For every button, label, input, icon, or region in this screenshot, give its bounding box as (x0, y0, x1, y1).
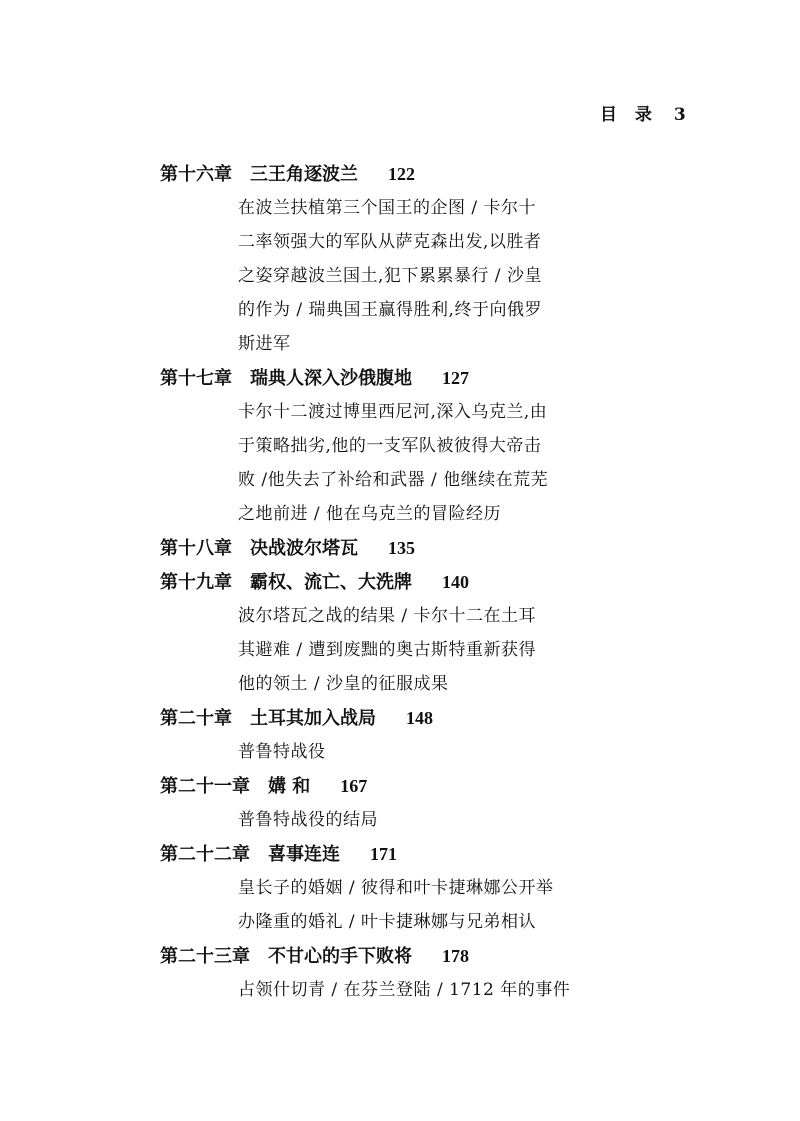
toc-entry (160, 157, 600, 361)
summary-line: 之地前进 / 他在乌克兰的冒险经历 (238, 504, 502, 524)
chapter-number: 第二十三章 (160, 946, 250, 967)
chapter-page-number: 178 (442, 946, 469, 966)
chapter-summary (238, 973, 600, 1007)
chapter-page-number: 122 (388, 164, 415, 184)
chapter-page-number: 148 (406, 708, 433, 728)
summary-line: 波尔塔瓦之战的结果 / 卡尔十二在土耳 (238, 606, 537, 626)
toc-entry (160, 769, 600, 837)
summary-line: 他的领土 / 沙皇的征服成果 (238, 674, 449, 694)
chapter-number: 第十九章 (160, 572, 232, 593)
summary-line: 皇长子的婚姻 / 彼得和叶卡捷琳娜公开举 (238, 878, 554, 898)
chapter-title: 媾 和 (268, 776, 311, 797)
summary-line: 普鲁特战役的结局 (238, 810, 378, 830)
chapter-page-number: 127 (442, 368, 469, 388)
chapter-summary (238, 803, 600, 837)
chapter-number: 第十六章 (160, 164, 232, 185)
chapter-title: 三王角逐波兰 (250, 164, 358, 185)
chapter-summary (238, 735, 600, 769)
chapter-title: 喜事连连 (268, 844, 340, 865)
summary-line: 于策略拙劣,他的一支军队被彼得大帝击 (238, 436, 542, 456)
chapter-number: 第二十一章 (160, 776, 250, 797)
chapter-page-number: 171 (370, 844, 397, 864)
summary-line: 二率领强大的军队从萨克森出发,以胜者 (238, 232, 542, 252)
chapter-number: 第二十二章 (160, 844, 250, 865)
chapter-summary (238, 871, 600, 939)
chapter-number: 第二十章 (160, 708, 232, 729)
page-number: 3 (673, 105, 686, 125)
chapter-heading (160, 769, 600, 803)
toc-entry (160, 565, 600, 701)
chapter-page-number: 167 (340, 776, 368, 796)
section-title: 目 录 (600, 105, 658, 125)
toc-entry (160, 939, 600, 1007)
chapter-summary (238, 599, 600, 701)
chapter-title: 瑞典人深入沙俄腹地 (250, 368, 412, 389)
summary-line: 办隆重的婚礼 / 叶卡捷琳娜与兄弟相认 (238, 912, 537, 932)
chapter-heading (160, 531, 600, 565)
toc-entry (160, 837, 600, 939)
chapter-heading (160, 565, 600, 599)
chapter-title: 不甘心的手下败将 (268, 946, 412, 967)
summary-line: 败 /他失去了补给和武器 / 他继续在荒芜 (238, 470, 549, 490)
chapter-number: 第十七章 (160, 368, 232, 389)
chapter-number: 第十八章 (160, 538, 232, 559)
chapter-title: 决战波尔塔瓦 (250, 538, 358, 559)
chapter-summary (238, 191, 600, 361)
summary-line: 的作为 / 瑞典国王赢得胜利,终于向俄罗 (238, 300, 542, 320)
chapter-heading (160, 157, 600, 191)
chapter-heading (160, 361, 600, 395)
summary-line: 斯进军 (238, 334, 291, 354)
chapter-page-number: 135 (388, 538, 415, 558)
summary-line: 卡尔十二渡过博里西尼河,深入乌克兰,由 (238, 402, 548, 422)
page-header (600, 100, 720, 125)
table-of-contents (160, 157, 600, 1007)
summary-line: 占领什切青 / 在芬兰登陆 / 1712 年的事件 (238, 980, 571, 1000)
summary-line: 普鲁特战役 (238, 742, 326, 762)
chapter-title: 霸权、流亡、大洗牌 (250, 572, 412, 593)
chapter-heading (160, 701, 600, 735)
toc-entry (160, 361, 600, 531)
chapter-title: 土耳其加入战局 (250, 708, 376, 729)
summary-line: 之姿穿越波兰国土,犯下累累暴行 / 沙皇 (238, 266, 542, 286)
toc-entry (160, 531, 600, 565)
chapter-page-number: 140 (442, 572, 469, 592)
summary-line: 其避难 / 遭到废黜的奥古斯特重新获得 (238, 640, 537, 660)
chapter-heading (160, 837, 600, 871)
chapter-heading (160, 939, 600, 973)
toc-entry (160, 701, 600, 769)
chapter-summary (238, 395, 600, 531)
summary-line: 在波兰扶植第三个国王的企图 / 卡尔十 (238, 198, 537, 218)
